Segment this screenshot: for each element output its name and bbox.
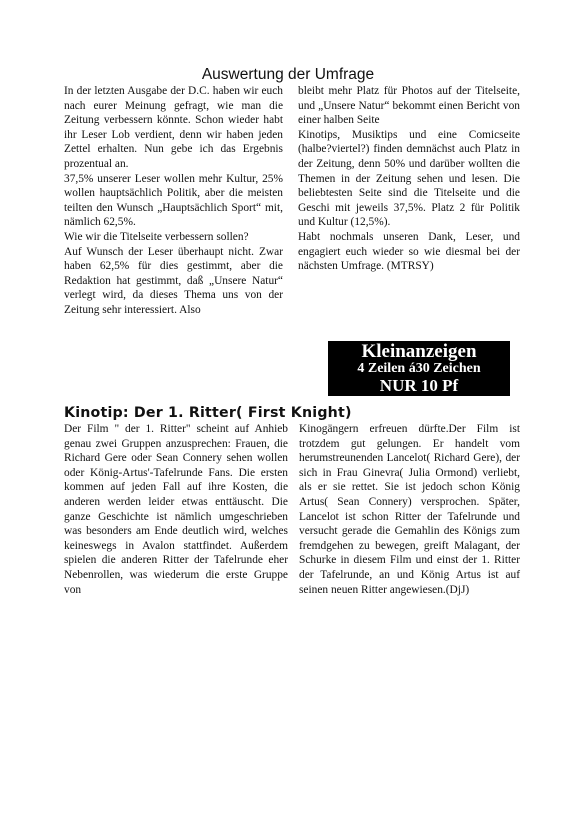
movie-tip-title: Kinotip: Der 1. Ritter( First Knight) (64, 405, 352, 421)
classified-ad-box (328, 341, 510, 396)
movie-tip-left-column (64, 422, 288, 597)
survey-paragraph: Kinotips, Musiktips und eine Comicseite (halbe?viertel?) finden demnächst auch Platz in der Zeitung, denn 50% und darüber wollten die Themen in der Zeitung sehen und lesen. Die beliebtesten Seite sind die Titelseite und die Geschi mit jeweils 37,5%. Platz 2 für Politik und Kultur (12,5%). (298, 128, 520, 229)
survey-article-title: Auswertung der Umfrage (201, 66, 375, 83)
movie-tip-text: Kinogängern erfreuen dürfte.Der Film ist trotzdem gut gelungen. Er handelt vom herumstreunenden Lancelot( Richard Gere), der sich in Frau Ginevra( Julia Ormond) verliebt, als er sie rettet. Sie ist jedoch schon König Artus( Sean Connery) versprochen. Später, Lancelot ist schon Ritter der Tafelrunde und versucht gerade die Gemahlin des Königs zum fremdgehen zu bewegen, greift Malagant, der Schurke in diesem Film und einst der 1. Ritter der Tafelrunde, an und König Artus ist auf seinen neuen Ritter angewiesen.(DjJ) (299, 423, 520, 596)
movie-tip-right-column (299, 422, 520, 597)
classified-ad-heading: Kleinanzeigen (361, 341, 477, 362)
survey-article-right-column (298, 84, 520, 274)
survey-article-left-column (64, 84, 283, 318)
survey-paragraph: Auf Wunsch der Leser überhaupt nicht. Zwar haben 62,5% für dies gestimmt, aber die Redaktion hat gestimmt, daß „Unsere Natur“ verlegt wird, da dieses Thema uns von der Zeitung sehr interessiert. Also (64, 245, 283, 316)
classified-ad-terms: 4 Zeilen á30 Zeichen (357, 361, 481, 376)
classified-ad-price: NUR 10 Pf (379, 376, 459, 395)
movie-tip-text: Der Film " der 1. Ritter" scheint auf Anhieb genau zwei Gruppen anzusprechen: Frauen, die Richard Gere oder Sean Connery sehen wollen oder König-Artus'-Tafelrunde Fans. Die ersten kommen auf jeden Fall auf ihre Kosten, die anderen werden leider etwas enttäuscht. Die ganze Geschichte ist nämlich umgeschrieben was besonders am Ende deutlich wird, welches keineswegs in Avalon stattfindet. Außerdem spielen die anderen Ritter der Tafelrunde eher Nebenrollen, was wiederum die erste Gruppe von (64, 423, 288, 596)
survey-paragraph: Habt nochmals unseren Dank, Leser, und engagiert euch wieder so wie diesmal bei der nächsten Umfrage. (MTRSY) (298, 230, 520, 273)
survey-paragraph: 37,5% unserer Leser wollen mehr Kultur, 25% wollen hauptsächlich Politik, aber die meisten teilten den Wunsch „Hauptsächlich Sport“ mit, nämlich 62,5%. (64, 172, 283, 229)
survey-paragraph: In der letzten Ausgabe der D.C. haben wir euch nach eurer Meinung gefragt, wie man die Zeitung verbessern könnte. Schon wieder habt ihr Leser Lob verdient, denn wir haben jeden Zettel erhalten. Nun gebe ich das Ergebnis prozentual an. (64, 85, 283, 170)
survey-paragraph: bleibt mehr Platz für Photos auf der Titelseite, und „Unsere Natur“ bekommt einen Bericht von einer halben Seite (298, 85, 520, 127)
survey-paragraph: Wie wir die Titelseite verbessern sollen? (64, 230, 249, 243)
